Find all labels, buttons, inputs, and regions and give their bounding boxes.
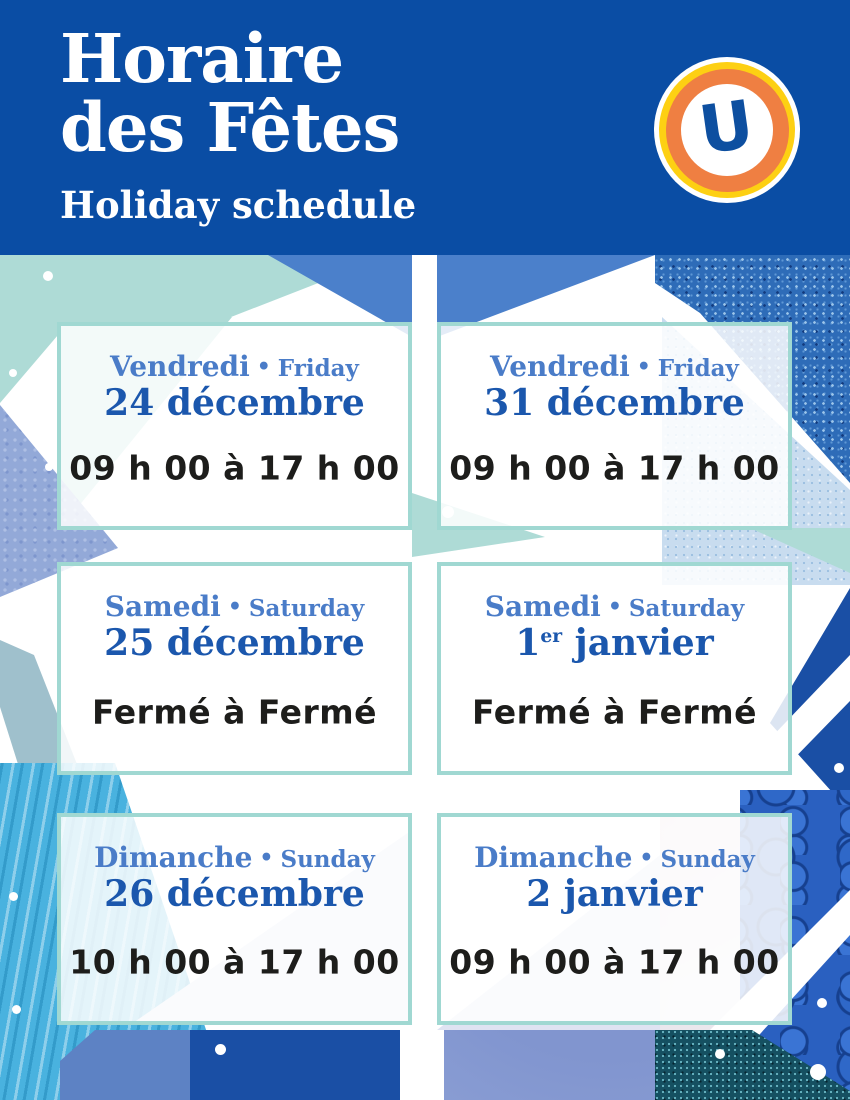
day-label [61,843,408,872]
logo-inner-disc [681,84,773,176]
snow-dot [45,463,53,471]
date-label [61,384,408,424]
date-text: 1 [515,622,541,665]
day-label [61,592,408,621]
bullet-separator: • [607,594,622,620]
snow-dot [817,998,827,1008]
day-label [441,843,788,872]
date-text: 31 décembre [484,382,745,425]
day-label-en: Sunday [660,846,755,873]
bullet-separator: • [256,354,271,380]
date-text: 24 décembre [104,382,365,425]
date-label [441,384,788,424]
date-text: 26 décembre [104,873,365,916]
bullet-separator: • [639,845,654,871]
date-label [441,875,788,915]
hours-label: Fermé à Fermé [471,692,757,732]
day-label-fr: Dimanche [474,841,633,874]
logo-orange-ring [666,69,789,192]
date-text: 2 janvier [526,873,703,916]
schedule-card [57,813,412,1025]
uniprix-logo [654,57,800,203]
schedule-card [57,322,412,530]
hours-label: 09 h 00 à 17 h 00 [449,942,780,982]
day-label-en: Saturday [248,595,365,622]
day-label-fr: Samedi [484,590,601,623]
bullet-separator: • [636,354,651,380]
snow-dot [43,271,53,281]
snow-dot [715,1049,725,1059]
schedule-card [437,322,792,530]
poster-subtitle: Holiday schedule [60,183,417,227]
hours-label: 10 h 00 à 17 h 00 [69,942,400,982]
day-label [61,352,408,381]
day-label-fr: Vendredi [110,350,250,383]
snow-dot [215,1044,226,1055]
date-ordinal: er [540,625,563,648]
date-label [61,624,408,664]
day-label [441,592,788,621]
title-line-1: Horaire [60,19,344,98]
date-label [61,875,408,915]
snow-dot [12,1005,21,1014]
day-label-fr: Vendredi [490,350,630,383]
day-label-fr: Samedi [104,590,221,623]
schedule-card [57,562,412,775]
logo-yellow-ring [659,62,795,198]
day-label-en: Sunday [280,846,375,873]
day-label-fr: Dimanche [94,841,253,874]
day-label-en: Friday [277,355,359,382]
date-label [441,624,788,664]
bullet-separator: • [259,845,274,871]
schedule-card [437,562,792,775]
day-label-en: Friday [657,355,739,382]
date-text-rest: janvier [562,622,714,665]
logo-u-letter: U [694,85,759,169]
day-label [441,352,788,381]
date-text: 25 décembre [104,622,365,665]
schedule-card [437,813,792,1025]
hours-label: 09 h 00 à 17 h 00 [69,448,400,488]
day-label-en: Saturday [628,595,745,622]
snow-dot [9,369,17,377]
hours-label: 09 h 00 à 17 h 00 [449,448,780,488]
bullet-separator: • [227,594,242,620]
header-banner [0,0,850,255]
snow-dot [810,1064,826,1080]
snow-dot [834,763,844,773]
hours-label: Fermé à Fermé [91,692,377,732]
poster-title [60,19,400,167]
title-line-2: des Fêtes [60,88,400,167]
snow-dot [9,892,18,901]
